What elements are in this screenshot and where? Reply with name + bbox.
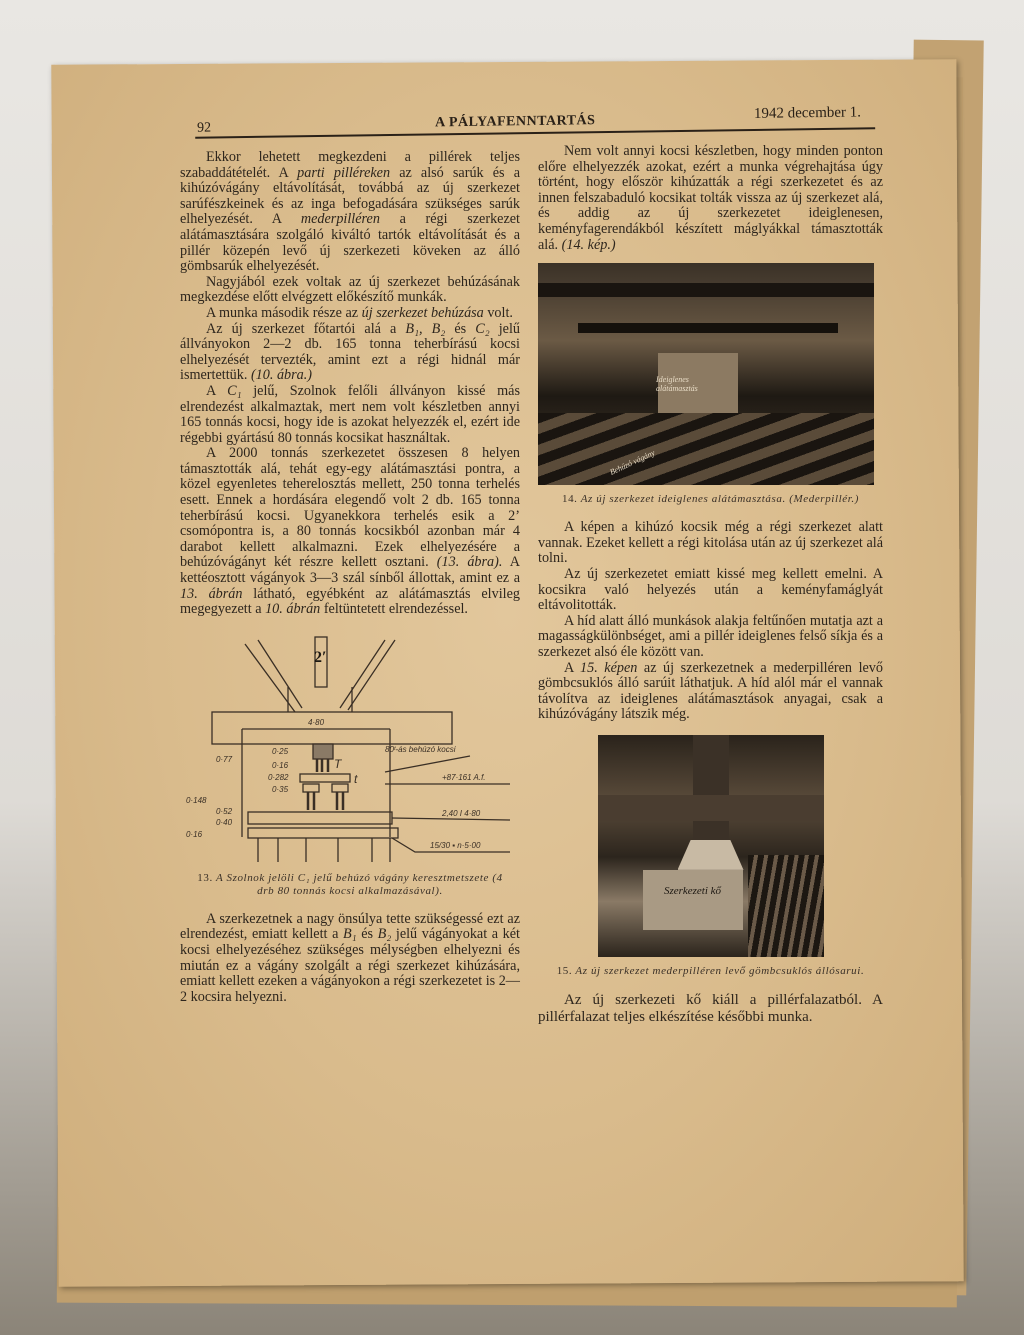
body-text: volt. — [483, 304, 513, 321]
body-text: és — [445, 320, 476, 337]
photo-14-caption — [548, 493, 873, 506]
caption-text: Az új szerkezet mederpilléren levő gömbcsuklós állósarui. — [575, 964, 865, 977]
label-T: T — [334, 756, 342, 771]
label-t: t — [354, 771, 358, 786]
paragraph — [180, 912, 520, 1006]
caption-number: 14. — [561, 493, 578, 506]
body-text: jelű vágányokat a két kocsi elhelyezéséhez szükséges mélységben elhelyezni és miután ez a vágány szolgált a régi szerkezet kihúzására, emiatt kellett ezeken a vágányokon a régi szerkezetet is 2—2 kocsira helyezni. — [180, 926, 520, 1005]
body-text: Nagyjából ezek voltak az új szerkezet behúzásának megkezdése előtt elvégzett előkészítő munkák. — [180, 273, 520, 306]
caption-text: Az új szerkezet ideiglenes alátámasztása. (Mederpillér.) — [580, 493, 860, 506]
paragraph — [180, 384, 520, 446]
emphasis-text: (13. ábra). — [436, 554, 503, 571]
car-label: 80ᵗ-ás behúzó kocsi — [385, 744, 456, 754]
page-number: 92 — [197, 120, 212, 136]
dim-label: 0·16 — [186, 829, 203, 839]
body-text: az új szerkezetnek a mederpilléren levő gömbcsuklós álló sarúit láthatjuk. A híd alól már el vannak távolítva az ideiglenes alátámasztások anyagai, csak a kihúzóvágány látszik még. — [538, 659, 883, 723]
left-column — [180, 150, 520, 1005]
sleeper-label: 15/30 ▪ n·5·00 — [430, 840, 481, 850]
dim-label: 0·35 — [272, 784, 289, 794]
figure-13-caption — [190, 872, 510, 898]
body-text: Nem volt annyi kocsi készletben, hogy minden ponton előre elhelyezzék azokat, ezért a munka végrehajtása úgy történt, hogy először kihúzatták a régi szerkezetet és az innen felszabaduló kocsikat tolták vissza az új szerkezet alá, és addig az új szerkezetet ideiglenesen, keményfagerendákból készített máglyákkal támasztották alá. — [538, 143, 883, 253]
figure-13-diagram — [180, 632, 520, 864]
left-column-text — [180, 150, 520, 618]
left-column-text-bottom — [180, 912, 520, 1006]
body-text: Ekkor lehetett megkezdeni a pillérek teljes szabaddátételét. A — [180, 149, 520, 181]
dim-label: 0·16 — [272, 760, 289, 770]
body-text: A híd alatt álló munkások alakja feltűnően mutatja azt a magasságkülönbséget, ami a pillér ideiglenes felső síkja és a szerkezet alsó éle között van. — [538, 612, 883, 660]
body-text: A — [564, 659, 581, 676]
caption-number: 13. — [197, 871, 213, 884]
right-column-text-bottom — [538, 992, 883, 1026]
dim-label: 0·77 — [216, 754, 233, 764]
emphasis-text: mederpilléren — [300, 211, 380, 228]
caption-text: A Szolnok jelöli C₁ jelű behúzó vágány keresztmetszete (4 drb 80 tonnás kocsi alkalmazásával). — [216, 871, 503, 897]
sleeper — [248, 828, 398, 838]
beam-label: 2,40 I 4·80 — [442, 808, 481, 818]
paragraph — [180, 306, 520, 322]
emphasis-text: 15. képen — [580, 659, 638, 676]
emphasis-text: (10. ábra.) — [250, 367, 313, 384]
cross-section-drawing — [180, 632, 520, 864]
main-girder — [212, 712, 452, 744]
body-text: Az új szerkezet főtartói alá a — [206, 320, 406, 337]
emphasis-text: B₁ — [343, 926, 357, 943]
paragraph — [538, 992, 883, 1026]
emphasis-text: C₂ — [475, 320, 490, 337]
right-column-text-middle — [538, 520, 883, 723]
body-text: Az új szerkezeti kő kiáll a pillérfalazatból. A pillérfalazat teljes elkészítése későbbi munka. — [538, 991, 883, 1025]
paragraph — [538, 520, 883, 567]
body-text: Az új szerkezetet emiatt kissé meg kellett emelni. A kocsikra való helyezés után a keményfamáglyát eltávolitották. — [538, 565, 883, 614]
diagonal-member — [340, 640, 395, 710]
body-text: és — [356, 926, 378, 943]
dim-label: 0·40 — [216, 817, 233, 827]
emphasis-text: új szerkezet behúzása — [361, 304, 484, 321]
right-column-text — [538, 144, 883, 253]
photo-label: Szerkezeti kő — [663, 884, 722, 897]
dim-label: 0·25 — [272, 746, 289, 756]
emphasis-text: C₁ — [227, 382, 242, 399]
diagonal-member — [245, 640, 302, 712]
body-text: A képen a kihúzó kocsik még a régi szerkezet alatt vannak. Ezeket kellett a régi kitolása után az új szerkezet alá tolni. — [538, 519, 883, 567]
emphasis-text: parti pilléreken — [297, 164, 391, 181]
node-label: 2′ — [314, 648, 327, 666]
paragraph — [180, 275, 520, 306]
issue-date: 1942 december 1. — [753, 104, 862, 122]
photo-label: Ideiglenes alátámasztás — [656, 375, 698, 394]
paragraph — [538, 144, 883, 253]
body-text: A kettéosztott vágányok 3—3 szál sínből állottak, amint ez a — [180, 554, 520, 587]
journal-title: A PÁLYAFENNTARTÁS — [434, 113, 596, 131]
body-text: A — [206, 382, 228, 399]
caption-number: 15. — [556, 964, 573, 977]
body-text: feltüntetett elrendezéssel. — [320, 601, 468, 618]
emphasis-text: (14. kép.) — [561, 236, 616, 253]
body-text: a régi szerkezet alátámasztására szolgáló kiváltó tartók eltávolítását és a pillér közepén levő új szerkezeti köveken az álló gömbsarúk elhelyezését. — [180, 211, 521, 275]
paragraph — [180, 150, 520, 275]
dim-label: 0·282 — [268, 772, 289, 782]
dim-label: 0·52 — [216, 806, 233, 816]
emphasis-text: B₂ — [377, 926, 392, 943]
photo-14-temporary-support — [538, 263, 874, 485]
emphasis-text: 13. ábrán — [180, 585, 243, 602]
dim-label: 0·148 — [186, 795, 207, 805]
right-column — [538, 144, 883, 1026]
paragraph — [180, 322, 520, 384]
body-text: az alsó sarúk és a kihúzóvágány eltávolítását, továbbá az új szerkezet sarúfészkeinek és az inga befogadására szükséges sarúk elhelyezését. A — [180, 164, 521, 228]
body-text: látható, egyébként az alátámasztás elvileg megegyezett a — [180, 585, 520, 618]
level-label: +87·161 A.f. — [442, 772, 486, 782]
body-text: jelű állványokon 2—2 db. 165 tonna teherbírású kocsi elhelyezését tervezték, amint ezt a régi hidnál már ismertettük. — [180, 320, 520, 384]
paragraph — [180, 446, 520, 618]
emphasis-text: 10. ábrán — [265, 601, 321, 618]
paragraph — [538, 614, 883, 661]
paragraph — [538, 661, 883, 723]
cross-beam — [248, 812, 392, 824]
photo-15-bearings — [598, 735, 824, 957]
body-text: A szerkezetnek a nagy önsúlya tette szükségessé ezt az elrendezést, emiatt kellett a — [180, 910, 520, 943]
body-text: jelű, Szolnok felőli állványon kissé más elrendezést alkalmaztak, mert nem volt készletben annyi 165 tonnás kocsi, hogy ide is azokat helyezzék el, ezért ide régebbi gyártású 80 tonnás kocsikat használtak. — [180, 382, 520, 446]
photo-label: Behúzó vágány — [608, 448, 657, 478]
photo-15-caption — [548, 965, 873, 978]
paragraph — [538, 567, 883, 614]
emphasis-text: B₁, B₂ — [405, 320, 446, 337]
dim-label: 4·80 — [308, 717, 325, 727]
body-text: A munka második része az — [206, 304, 362, 321]
body-text: A 2000 tonnás szerkezetet összesen 8 helyen támasztották alá, tehát egy-egy alátámasztási pontra, a közel egyenletes teherelosztás mellett, 250 tonna terhelés esett. Ennek a hordására elegendő volt 2 db. 165 tonna teherbírású kocsi. Ugyanekkora terhelés esik a 2’ csomópontra is, a 80 tonnás kocsikból azonban már 4 darabot kellett alkalmazni. Ezek elhelyezésére a behúzóvágányt két részre kellett osztani. — [180, 445, 520, 571]
